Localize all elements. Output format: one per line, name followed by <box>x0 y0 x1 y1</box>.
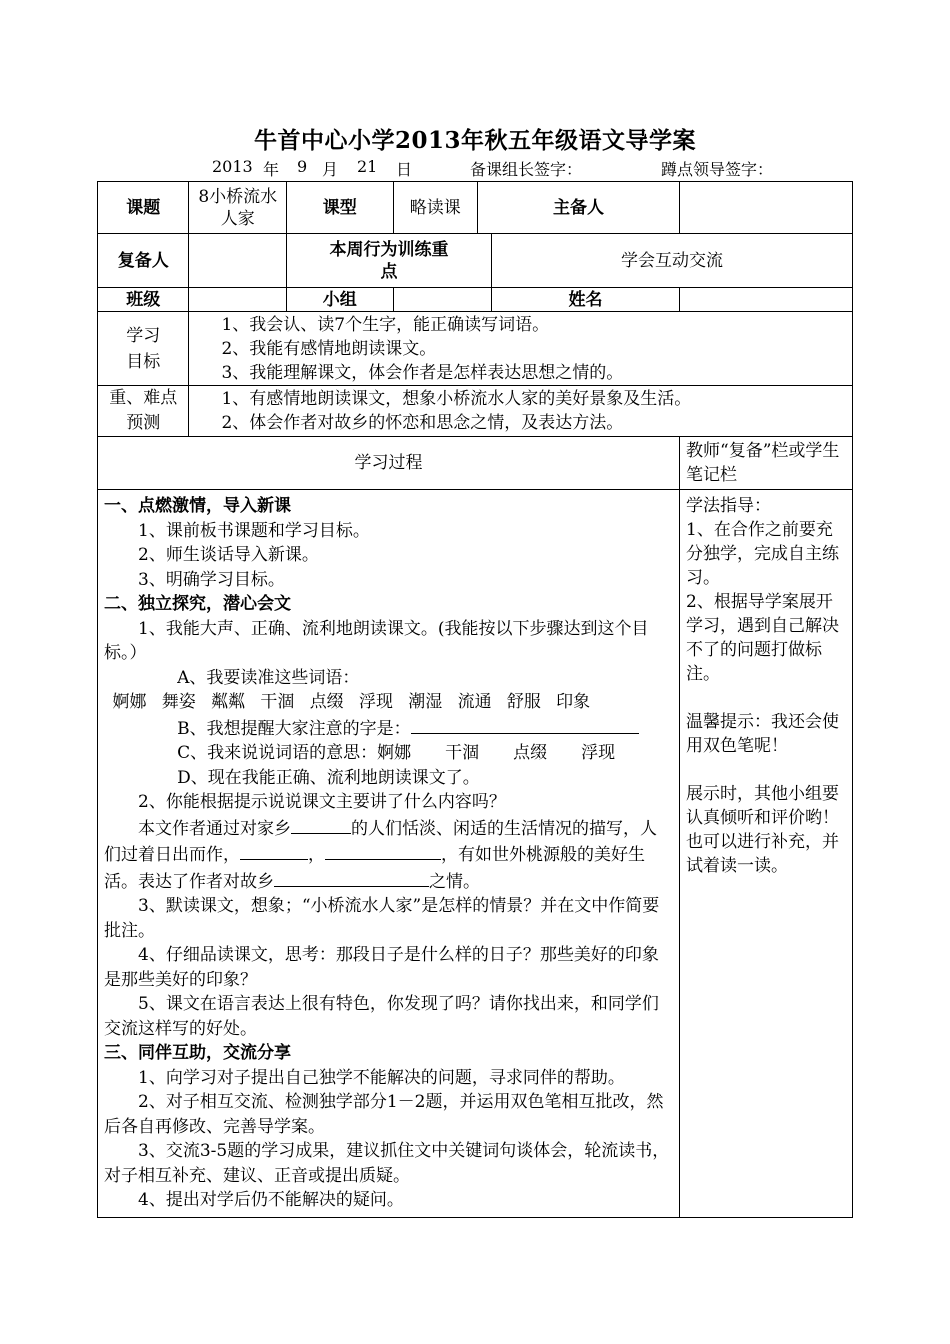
fill-in-paragraph <box>104 815 673 895</box>
blank-line[interactable] <box>274 868 429 887</box>
class-value[interactable] <box>189 288 287 312</box>
reviewer-label: 复备人 <box>98 234 189 288</box>
type-value: 略读课 <box>393 182 477 234</box>
date-year: 2013 <box>212 157 253 176</box>
date-day-unit: 日 <box>396 160 413 179</box>
section-1-item: 3、明确学习目标。 <box>138 569 285 590</box>
behavior-label: 本周行为训练重点 <box>287 234 492 288</box>
keypoints-label: 重、难点预测 <box>98 386 189 437</box>
vocab-word: 点缀 <box>309 692 344 712</box>
goal-item: 1、我会认、读7个生字，能正确读写词语。 <box>221 314 550 335</box>
section-2-title: 二、独立探究，潜心会文 <box>104 594 291 614</box>
date-month-unit: 月 <box>322 160 339 179</box>
reviewer-value[interactable] <box>189 234 287 288</box>
name-label: 姓名 <box>492 288 680 312</box>
name-value[interactable] <box>680 288 853 312</box>
keypoints-list <box>189 386 853 437</box>
vocab-word: 潮湿 <box>408 692 443 712</box>
method-item: 1、在合作之前要充分独学，完成自主练习。 <box>686 520 840 588</box>
topic-value: 8小桥流水人家 <box>189 182 287 234</box>
fill-text: 的人们恬淡、闲适的生活情况的描写，人们过着日出而作， <box>104 818 657 865</box>
reminder-text: 温馨提示：我还会使用双色笔呢！ <box>686 712 840 756</box>
section-3-item: 2、对子相互交流、检测独学部分1－2题，并运用双色笔相互批改，然后各自再修改、完善导学案。 <box>104 1092 664 1137</box>
author-value[interactable] <box>680 182 853 234</box>
blank-line[interactable] <box>411 715 639 734</box>
section-3-title: 三、同伴互助，交流分享 <box>104 1043 291 1063</box>
goals-label: 学习目标 <box>98 312 189 386</box>
type-label: 课型 <box>287 182 394 234</box>
task-step-b-text: B、我想提醒大家注意的字是： <box>177 718 411 739</box>
notes-label: 教师“复备”栏或学生笔记栏 <box>680 437 853 490</box>
section-1-title: 一、点燃激情，导入新课 <box>104 496 291 516</box>
task-step-b <box>104 715 673 742</box>
vocab-word: 流通 <box>457 692 492 712</box>
fill-text: 本文作者通过对家乡 <box>138 818 291 839</box>
topic-label: 课题 <box>98 182 189 234</box>
section-2-task-3: 3、默读课文，想象；“小桥流水人家”是怎样的情景？并在文中作简要批注。 <box>104 896 660 941</box>
vocabulary-list <box>104 690 673 715</box>
fill-text: 之情。 <box>429 871 480 892</box>
author-label: 主备人 <box>478 182 680 234</box>
group-label: 小组 <box>287 288 394 312</box>
date-line <box>0 157 950 181</box>
goals-list <box>189 312 853 386</box>
guide-sign-label: 蹲点领导签字： <box>661 160 774 179</box>
page-title: 牛首中心小学2013年秋五年级语文导学案 <box>253 127 696 154</box>
display-tip-text: 展示时，其他小组要认真倾听和评价哟！也可以进行补充，并试着读一读。 <box>686 784 840 876</box>
vocab-word: 舞姿 <box>161 692 196 712</box>
date-year-unit: 年 <box>263 160 280 179</box>
vocab-word: 印象 <box>556 692 591 712</box>
blank-line[interactable] <box>325 841 441 860</box>
section-2-task-5: 5、课文在语言表达上很有特色，你发现了吗？请你找出来，和同学们交流这样写的好处。 <box>104 994 659 1039</box>
keypoint-item: 2、体会作者对故乡的怀恋和思念之情，及表达方法。 <box>221 413 624 433</box>
blank-line[interactable] <box>291 815 351 834</box>
process-content <box>98 490 680 1218</box>
goal-item: 2、我能有感情地朗读课文。 <box>221 338 437 359</box>
section-3-item: 1、向学习对子提出自己独学不能解决的问题，寻求同伴的帮助。 <box>138 1067 625 1088</box>
section-1-item: 1、课前板书课题和学习目标。 <box>138 520 370 541</box>
leader-sign-label: 备课组长签字： <box>470 160 583 179</box>
lesson-plan-table <box>97 181 853 1218</box>
group-value[interactable] <box>393 288 492 312</box>
task-step-d: D、现在我能正确、流利地朗读课文了。 <box>177 767 480 788</box>
notes-column <box>680 490 853 1218</box>
task-step-c: C、我来说说词语的意思：婀娜 干涸 点缀 浮现 <box>177 743 616 763</box>
task-step-a: A、我要读准这些词语： <box>177 667 360 688</box>
section-3-item: 4、提出对学后仍不能解决的疑问。 <box>138 1190 404 1210</box>
blank-line[interactable] <box>240 841 308 860</box>
fill-text: ，有如世外桃源般的美好生活。表达了作者对故乡 <box>104 845 645 892</box>
process-label: 学习过程 <box>98 437 680 490</box>
method-item: 2、根据导学案展开学习，遇到自己解决不了的问题打做标注。 <box>686 592 840 684</box>
vocab-word: 婀娜 <box>112 692 147 712</box>
goal-item: 3、我能理解课文，体会作者是怎样表达思想之情的。 <box>221 362 624 383</box>
date-month: 9 <box>297 157 308 176</box>
method-title: 学法指导： <box>686 496 772 516</box>
keypoint-item: 1、有感情地朗读课文，想象小桥流水人家的美好景象及生活。 <box>221 389 692 409</box>
behavior-value: 学会互动交流 <box>492 234 853 288</box>
fill-text: ， <box>308 845 325 865</box>
vocab-word: 浮现 <box>358 692 393 712</box>
vocab-word: 干涸 <box>260 692 295 712</box>
section-3-item: 3、交流3-5题的学习成果，建议抓住文中关键词句谈体会，轮流读书，对子相互补充、建议、正音或提出质疑。 <box>104 1141 670 1186</box>
vocab-word: 粼粼 <box>211 692 246 712</box>
section-2-task-4: 4、仔细品读课文，思考：那段日子是什么样的日子？那些美好的印象是那些美好的印象？ <box>104 945 659 990</box>
class-label: 班级 <box>98 288 189 312</box>
vocab-word: 舒服 <box>506 692 541 712</box>
section-1-item: 2、师生谈话导入新课。 <box>138 545 319 565</box>
section-2-task-1: 1、我能大声、正确、流利地朗读课文。(我能按以下步骤达到这个目标。） <box>104 618 649 663</box>
section-2-task-2: 2、你能根据提示说说课文主要讲了什么内容吗？ <box>138 792 506 812</box>
date-day: 21 <box>357 157 378 176</box>
